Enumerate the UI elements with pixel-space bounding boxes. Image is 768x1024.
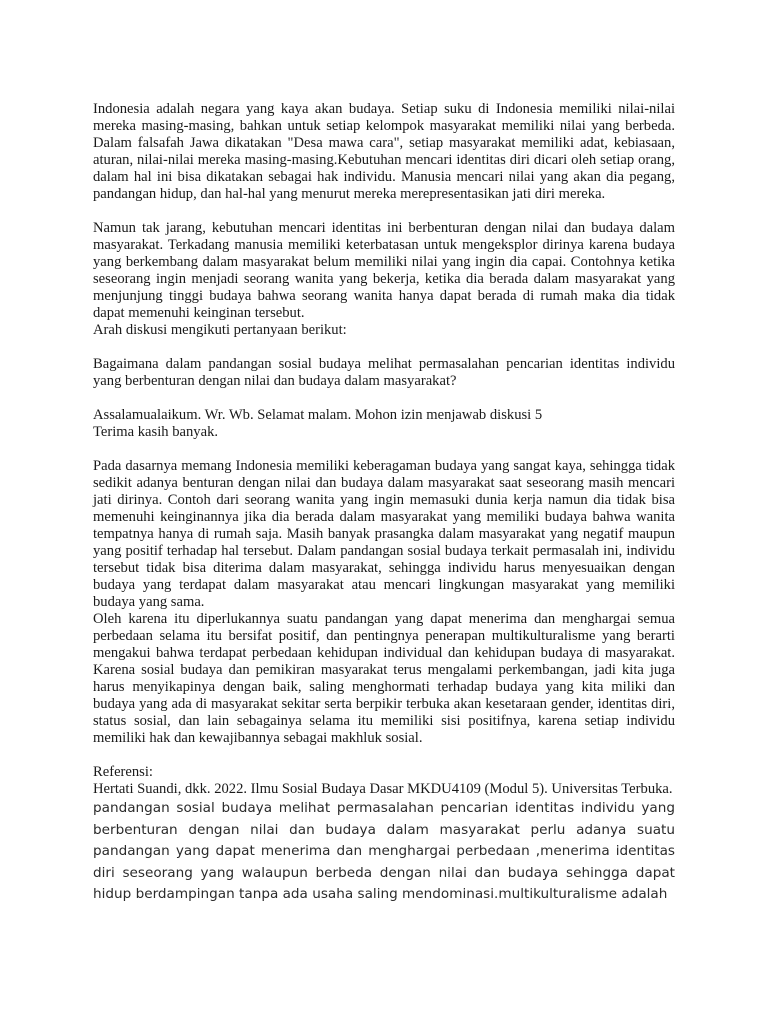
- summary-paragraph: pandangan sosial budaya melihat permasalahan pencarian identitas individu yang berbenturan dengan nilai dan budaya dalam masyarakat perlu adanya suatu pandangan yang dapat menerima dan menghargai perbedaan ,menerima identitas diri seseorang yang walaupun berbeda dengan nilai dan budaya sehingga dapat hidup berdampingan tanpa ada usaha saling mendominasi.multikulturalisme adalah: [93, 800, 675, 902]
- paragraph-conflict: Namun tak jarang, kebutuhan mencari identitas ini berbenturan dengan nilai dan budaya dalam masyarakat. Terkadang manusia memiliki keterbatasan untuk mengeksplor dirinya karena budaya yang berkembang dalam masyarakat belum memiliki nilai yang ingin dia capai. Contohnya ketika seseorang ingin menjadi seorang wanita yang bekerja, ketika dia berada dalam masyarakat yang menjunjung tinggi budaya bahwa seorang wanita hanya dapat berada di rumah maka dia tidak dapat memenuhi keinginan tersebut.: [93, 220, 675, 321]
- discussion-question: Bagaimana dalam pandangan sosial budaya melihat permasalahan pencarian identitas individu yang berbenturan dengan nilai dan budaya dalam masyarakat?: [93, 356, 675, 389]
- paragraph-intro: Indonesia adalah negara yang kaya akan budaya. Setiap suku di Indonesia memiliki nilai-nilai mereka masing-masing, bahkan untuk setiap kelompok masyarakat memiliki nilai yang berbeda. Dalam falsafah Jawa dikatakan "Desa mawa cara", setiap masyarakat memiliki adat, kebiasaan, aturan, nilai-nilai mereka masing-masing.Kebutuhan mencari identitas diri dicari oleh setiap orang, dalam hal ini bisa dikatakan sebagai hak individu. Manusia mencari nilai yang akan dia pegang, pandangan hidup, dan hal-hal yang menurut mereka merepresentasikan jati diri mereka.: [93, 101, 675, 202]
- spacer: [93, 339, 675, 356]
- spacer: [93, 203, 675, 220]
- references-heading: Referensi:: [93, 764, 153, 780]
- answer-paragraph-1: Pada dasarnya memang Indonesia memiliki keberagaman budaya yang sangat kaya, sehingga tidak sedikit adanya benturan dengan nilai dan budaya dalam masyarakat saat seseorang masih mencari jati dirinya. Contoh dari seorang wanita yang ingin memasuki dunia kerja namun dia tidak bisa memenuhi keinginannya jika dia berada dalam masyarakat yang memiliki budaya bahwa wanita tempatnya hanya di rumah saja. Masih banyak prasangka dalam masyarakat yang negatif maupun yang positif terhadap hal tersebut. Dalam pandangan sosial budaya terkait permasalah ini, individu tersebut tidak bisa diterima dalam masyarakat, sehingga individu harus menyesuaikan dengan budaya yang terdapat dalam masyarakat atau mencari lingkungan masyarakat yang memiliki budaya yang sama.: [93, 458, 675, 610]
- spacer: [93, 390, 675, 407]
- answer-paragraph-2: Oleh karena itu diperlukannya suatu pandangan yang dapat menerima dan menghargai semua perbedaan selama itu bersifat positif, dan pentingnya penerapan multikulturalisme yang berarti mengakui bahwa terdapat perbedaan kehidupan individual dan kehidupan budaya di masyarakat. Karena sosial budaya dan pemikiran masyarakat terus mengalami perkembangan, jadi kita juga harus menyikapinya dengan baik, saling menghormati terhadap budaya yang kita miliki dan budaya yang ada di masyarakat sekitar serta berpikir terbuka akan kesetaraan gender, identitas diri, status sosial, dan lain sebagainya selama itu memiliki sisi positifnya, karena setiap individu memiliki hak dan kewajibannya sebagai makhluk sosial.: [93, 611, 675, 746]
- greeting: Assalamualaikum. Wr. Wb. Selamat malam. Mohon izin menjawab diskusi 5: [93, 407, 543, 423]
- thanks: Terima kasih banyak.: [93, 424, 219, 440]
- document-page: [93, 101, 675, 906]
- reference-item: Hertati Suandi, dkk. 2022. Ilmu Sosial Budaya Dasar MKDU4109 (Modul 5). Universitas Terbuka.: [93, 781, 673, 797]
- discussion-intro: Arah diskusi mengikuti pertanyaan berikut:: [93, 322, 347, 338]
- spacer: [93, 441, 675, 458]
- spacer: [93, 747, 675, 764]
